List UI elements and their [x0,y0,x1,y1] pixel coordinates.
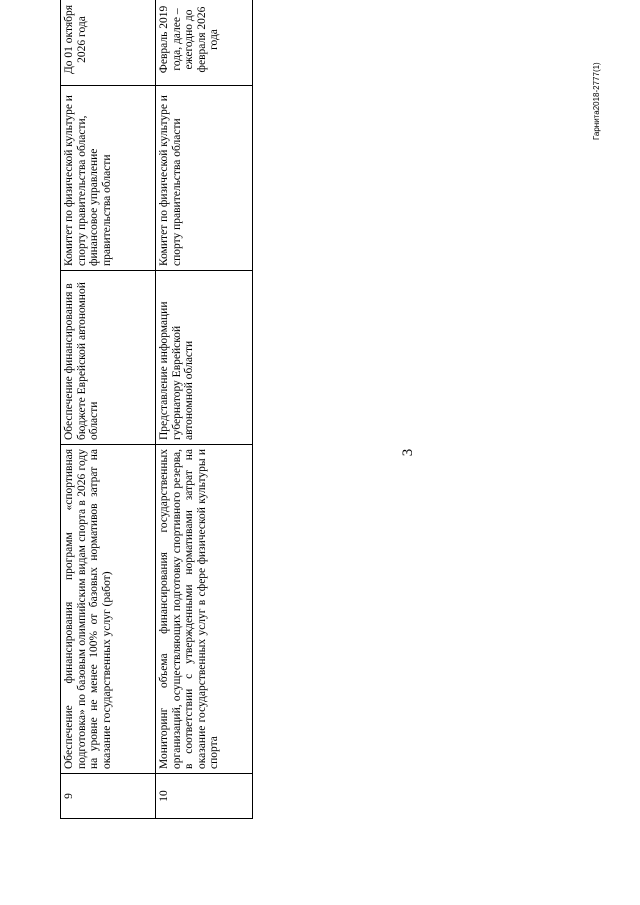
row-number: 9 [61,774,156,819]
table-row [61,0,156,819]
action-cell: Обеспечение финансирования программ «спортивная подготовка» по базовым олимпийским видам спорта в 2026 году на уровне не менее 100% от базовых нормативов затрат на оказание государственных услуг (работ) [61,445,156,774]
result-cell: Представление информации губернатору Еврейской автономной области [156,271,253,445]
deadline-cell: Февраль 2019 года, далее – ежегодно до февраля 2026 года [156,0,253,86]
action-cell: Мониторинг объема финансирования государственных организаций, осуществляющих подготовку спортивного резерва, в соответствии с утвержденными нормативами затрат на оказание государственных услуг в сфере физической культуры и спорта [156,445,253,774]
page-number: 3 [400,448,416,457]
row-number: 10 [156,774,253,819]
footer-code: Гарнита2018-2777(1) [592,62,601,140]
executor-cell: Комитет по физической культуре и спорту правительства области, финансовое управление правительства области [61,86,156,271]
executor-cell: Комитет по физической культуре и спорту правительства области [156,86,253,271]
measures-table [60,0,253,819]
result-cell: Обеспечение финансирования в бюджете Еврейской автономной области [61,271,156,445]
deadline-cell: До 01 октября 2026 года [61,0,156,86]
table-row [156,0,253,819]
